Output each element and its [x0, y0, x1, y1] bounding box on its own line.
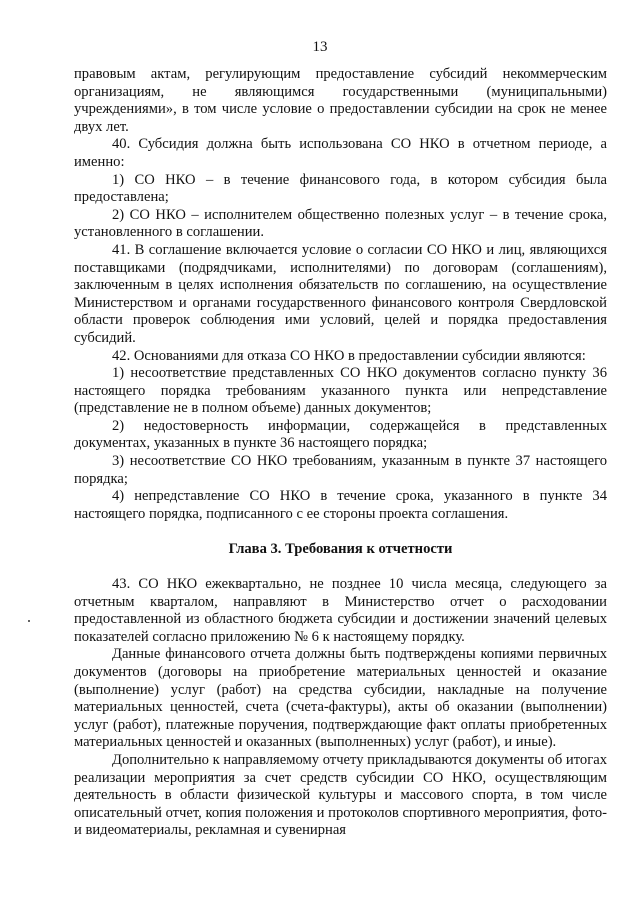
paragraph-item-40: 40. Субсидия должна быть использована СО НКО в отчетном периоде, а именно: — [74, 136, 607, 170]
paragraph-item-42: 42. Основаниями для отказа СО НКО в предоставлении субсидии являются: — [112, 347, 586, 364]
section-before-heading — [74, 66, 607, 523]
document-body — [74, 66, 607, 840]
chapter-heading: Глава 3. Требования к отчетности — [228, 541, 453, 558]
section-after-heading — [74, 576, 607, 840]
paragraph-item-42-4: 4) непредставление СО НКО в течение срока, указанного в пункте 34 настоящего порядка, подписанного с ее стороны проекта соглашения. — [74, 488, 607, 522]
spacer — [74, 559, 607, 576]
paragraph-item-40-2: 2) СО НКО – исполнителем общественно полезных услуг – в течение срока, установленного в соглашении. — [74, 206, 607, 241]
paragraph-financial-report: Данные финансового отчета должны быть подтверждены копиями первичных документов (договоры на приобретение материальных ценностей и оказание (выполнение) услуг (работ) на средства субсидии, накладные на получение материальных ценностей, счета (счета-фактуры), акты об оказании (выполнении) услуг (работ), платежные поручения, подтверждающие факт оплаты приобретенных материальных ценностей и оказанных (выполненных) услуг (работ), и иные). — [74, 646, 607, 751]
paragraph-item-40-1: 1) СО НКО – в течение финансового года, в котором субсидия была предоставлена; — [74, 171, 607, 206]
paragraph-item-43: 43. СО НКО ежеквартально, не позднее 10 числа месяца, следующего за отчетным кварталом, направляют в Министерство отчет о расходовании предоставленной из областного бюджета субсидии и достижении значений целевых показателей согласно приложению № 6 к настоящему порядку. — [74, 576, 607, 645]
page-number: 13 — [312, 39, 328, 55]
scan-speck — [28, 620, 30, 622]
spacer — [74, 523, 607, 541]
paragraph-item-42-3: 3) несоответствие СО НКО требованиям, указанным в пункте 37 настоящего порядка; — [74, 453, 607, 487]
paragraph-additional-documents: Дополнительно к направляемому отчету прикладываются документы об итогах реализации мероприятия за счет средств субсидии СО НКО, осуществляющим деятельность в области физической культуры и массового спорта, в том числе описательный отчет, копия положения и протоколов спортивного мероприятия, фото- и видеоматериалы, рекламная и сувенирная — [74, 751, 607, 839]
paragraph-continuation: правовым актам, регулирующим предоставление субсидий некоммерческим организациям, не являющимся государственными (муниципальными) учреждениями», в том числе условие о предоставлении субсидии на срок не менее двух лет. — [74, 66, 607, 135]
paragraph-item-42-2: 2) недостоверность информации, содержащейся в представленных документах, указанных в пункте 36 настоящего порядка; — [74, 417, 607, 452]
paragraph-item-41: 41. В соглашение включается условие о согласии СО НКО и лиц, являющихся поставщиками (подрядчиками, исполнителями) по договорам (соглашениям), заключенным в целях исполнения обязательств по соглашению, на осуществление Министерством и органами государственного финансового контроля Свердловской области проверок соблюдения ими условий, целей и порядка предоставления субсидий. — [74, 241, 607, 346]
paragraph-item-42-1: 1) несоответствие представленных СО НКО документов согласно пункту 36 настоящего порядка требованиям указанного пункта или непредставление (представление не в полном объеме) данных документов; — [74, 365, 607, 417]
